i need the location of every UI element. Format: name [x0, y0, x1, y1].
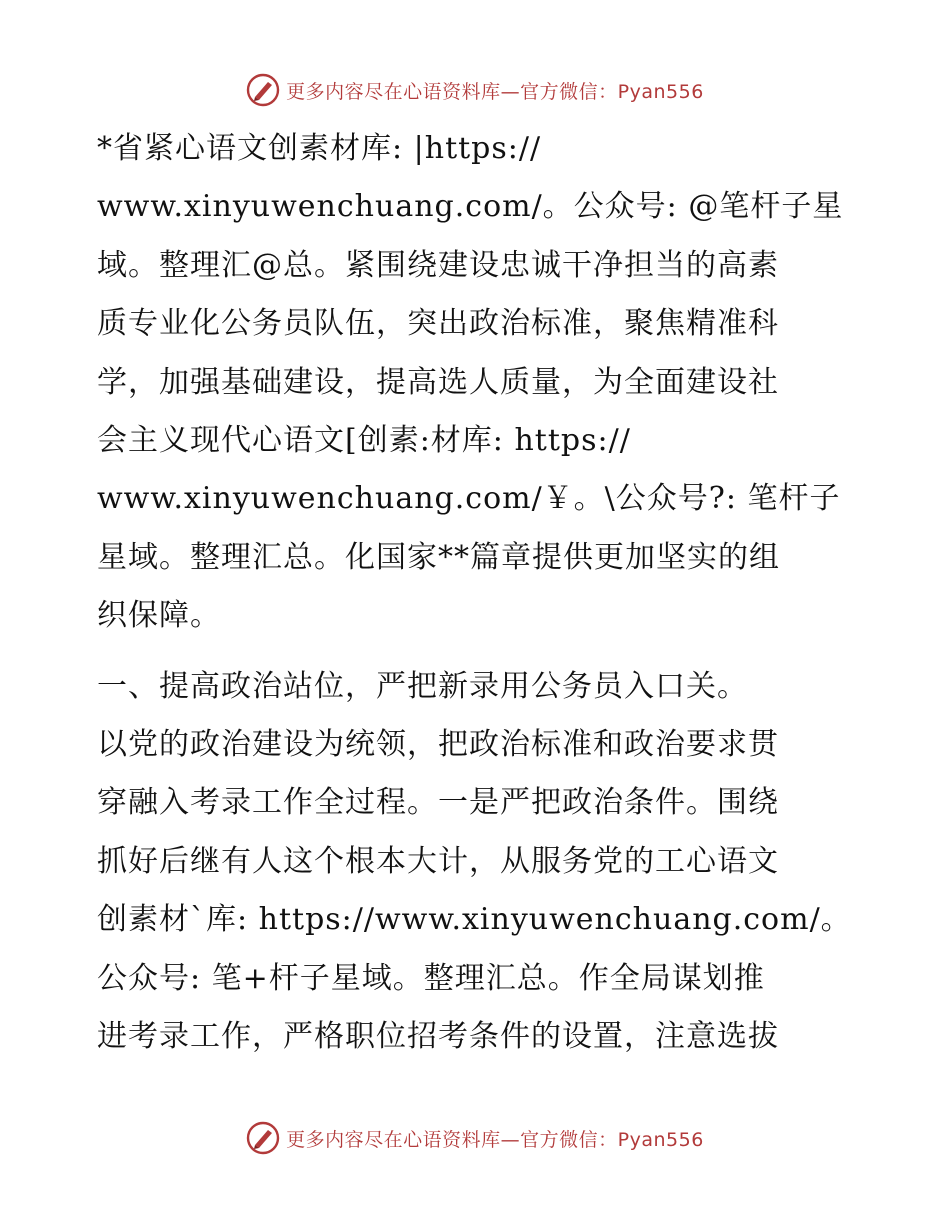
header-banner [0, 70, 950, 110]
text-line: *省紧心语文创素材库: |https:// [97, 131, 542, 166]
text-line: 以党的政治建设为统领，把政治标准和政治要求贯 [97, 727, 779, 763]
text-line: www.xinyuwenchuang.com/￥。\公众号?: 笔杆子 [97, 481, 841, 517]
header-banner-text: 更多内容尽在心语资料库—官方微信：Pyan556 [286, 80, 704, 103]
text-line: 进考录工作，严格职位招考条件的设置，注意选拔 [97, 1019, 779, 1055]
text-line: 创素材`库: https://www.xinyuwenchuang.com/。 [97, 902, 852, 938]
text-line: 公众号: 笔+杆子星域。整理汇总。作全局谋划推 [97, 960, 765, 996]
pen-logo-icon [246, 73, 280, 107]
text-line: 一、提高政治站位，严把新录用公务员入口关。 [97, 668, 748, 704]
paragraph-2 [97, 658, 857, 1067]
paragraph-1 [97, 120, 857, 646]
text-line: 域。整理汇@总。紧围绕建设忠诚干净担当的高素 [97, 247, 779, 283]
text-line: 学，加强基础建设，提高选人质量，为全面建设社 [97, 364, 779, 400]
footer-banner-text: 更多内容尽在心语资料库—官方微信：Pyan556 [286, 1128, 704, 1151]
text-line: 星域。整理汇总。化国家**篇章提供更加坚实的组 [97, 539, 780, 575]
text-line: www.xinyuwenchuang.com/。公众号: @笔杆子星 [97, 189, 844, 225]
pen-logo-icon [246, 1121, 280, 1155]
text-line: 穿融入考录工作全过程。一是严把政治条件。围绕 [97, 785, 779, 821]
text-line: 质专业化公务员队伍，突出政治标准，聚焦精准科 [97, 306, 779, 342]
text-line: 会主义现代心语文[创素:材库: https:// [97, 423, 631, 459]
document-body [97, 120, 857, 1067]
footer-banner [0, 1118, 950, 1158]
text-line: 抓好后继有人这个根本大计，从服务党的工心语文 [97, 843, 779, 879]
text-line: 织保障。 [97, 598, 221, 634]
